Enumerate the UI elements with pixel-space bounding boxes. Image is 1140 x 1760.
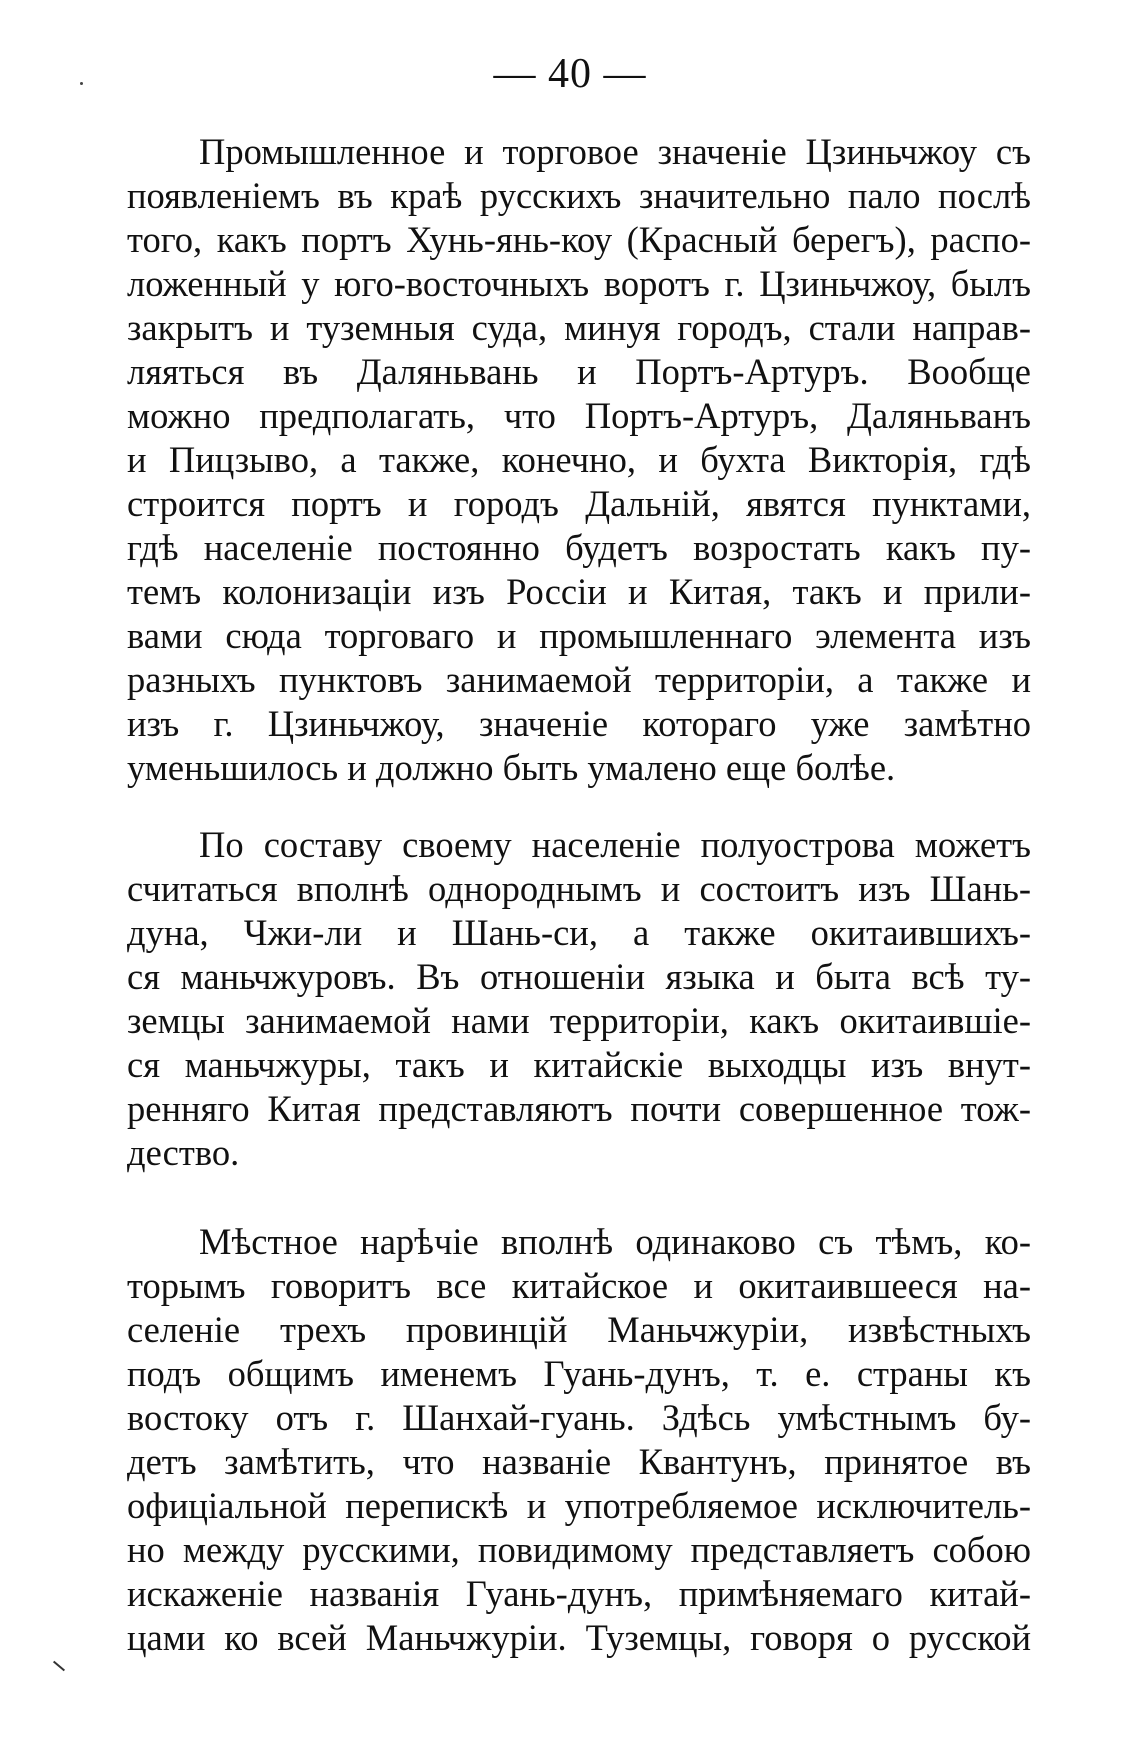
text-line: того, какъ портъ Хунь-янь-коу (Красный берегъ), распо- — [127, 219, 1031, 260]
text-line: вами сюда торговаго и промышленнаго элемента изъ — [127, 615, 1031, 656]
text-line: искаженіе названія Гуань-дунъ, примѣняемаго китай- — [127, 1573, 1031, 1614]
text-line: торымъ говоритъ все китайское и окитаившееся на- — [127, 1265, 1031, 1306]
text-line: уменьшилось и должно быть умалено еще болѣе. — [127, 747, 896, 788]
text-line: дество. — [127, 1132, 240, 1173]
scan-speck — [80, 82, 83, 85]
text-line: появленіемъ въ краѣ русскихъ значительно пало послѣ — [127, 175, 1031, 216]
paragraph-2 — [127, 823, 1031, 1175]
text-line: ренняго Китая представляютъ почти совершенное тож- — [127, 1088, 1031, 1129]
text-line: закрытъ и туземныя суда, минуя городъ, стали направ- — [127, 307, 1031, 348]
text-line: цами ко всей Маньчжуріи. Туземцы, говоря о русской — [127, 1617, 1031, 1658]
text-line: Промышленное и торговое значеніе Цзиньчжоу съ — [199, 131, 1031, 172]
text-line: но между русскими, повидимому представляетъ собою — [127, 1529, 1031, 1570]
paragraph-1 — [127, 130, 1031, 790]
scan-speck — [53, 1661, 65, 1672]
text-line: и Пицзыво, а также, конечно, и бухта Викторія, гдѣ — [127, 439, 1031, 480]
text-line: офиціальной перепискѣ и употребляемое исключитель- — [127, 1485, 1031, 1526]
text-line: считаться вполнѣ однороднымъ и состоитъ изъ Шань- — [127, 868, 1031, 909]
paragraph-3 — [127, 1220, 1031, 1660]
text-line: строится портъ и городъ Дальній, явятся пунктами, — [127, 483, 1031, 524]
text-line: изъ г. Цзиньчжоу, значеніе котораго уже замѣтно — [127, 703, 1031, 744]
text-line: можно предполагать, что Портъ-Артуръ, Даляньванъ — [127, 395, 1031, 436]
text-line: детъ замѣтить, что названіе Квантунъ, принятое въ — [127, 1441, 1031, 1482]
text-line: ся маньчжуровъ. Въ отношеніи языка и быта всѣ ту- — [127, 956, 1031, 997]
text-line: дуна, Чжи-ли и Шань-си, а также окитаившихъ- — [127, 912, 1031, 953]
text-line: селеніе трехъ провинцій Маньчжуріи, извѣстныхъ — [127, 1309, 1031, 1350]
text-line: ляяться въ Даляньвань и Портъ-Артуръ. Вообще — [127, 351, 1031, 392]
text-line: разныхъ пунктовъ занимаемой территоріи, а также и — [127, 659, 1031, 700]
text-line: востоку отъ г. Шанхай-гуань. Здѣсь умѣстнымъ бу- — [127, 1397, 1031, 1438]
text-line: земцы занимаемой нами территоріи, какъ окитаившіе- — [127, 1000, 1031, 1041]
text-line: ся маньчжуры, такъ и китайскіе выходцы изъ внут- — [127, 1044, 1031, 1085]
text-line: гдѣ населеніе постоянно будетъ возростать какъ пу- — [127, 527, 1031, 568]
text-line: темъ колонизаціи изъ Россіи и Китая, такъ и прили- — [127, 571, 1031, 612]
text-line: ложенный у юго-восточныхъ воротъ г. Цзиньчжоу, былъ — [127, 263, 1031, 304]
text-line: подъ общимъ именемъ Гуань-дунъ, т. е. страны къ — [127, 1353, 1031, 1394]
text-line: Мѣстное нарѣчіе вполнѣ одинаково съ тѣмъ, ко- — [199, 1221, 1031, 1262]
page-number: — 40 — — [493, 51, 647, 97]
text-line: По составу своему населеніе полуострова можетъ — [199, 824, 1031, 865]
